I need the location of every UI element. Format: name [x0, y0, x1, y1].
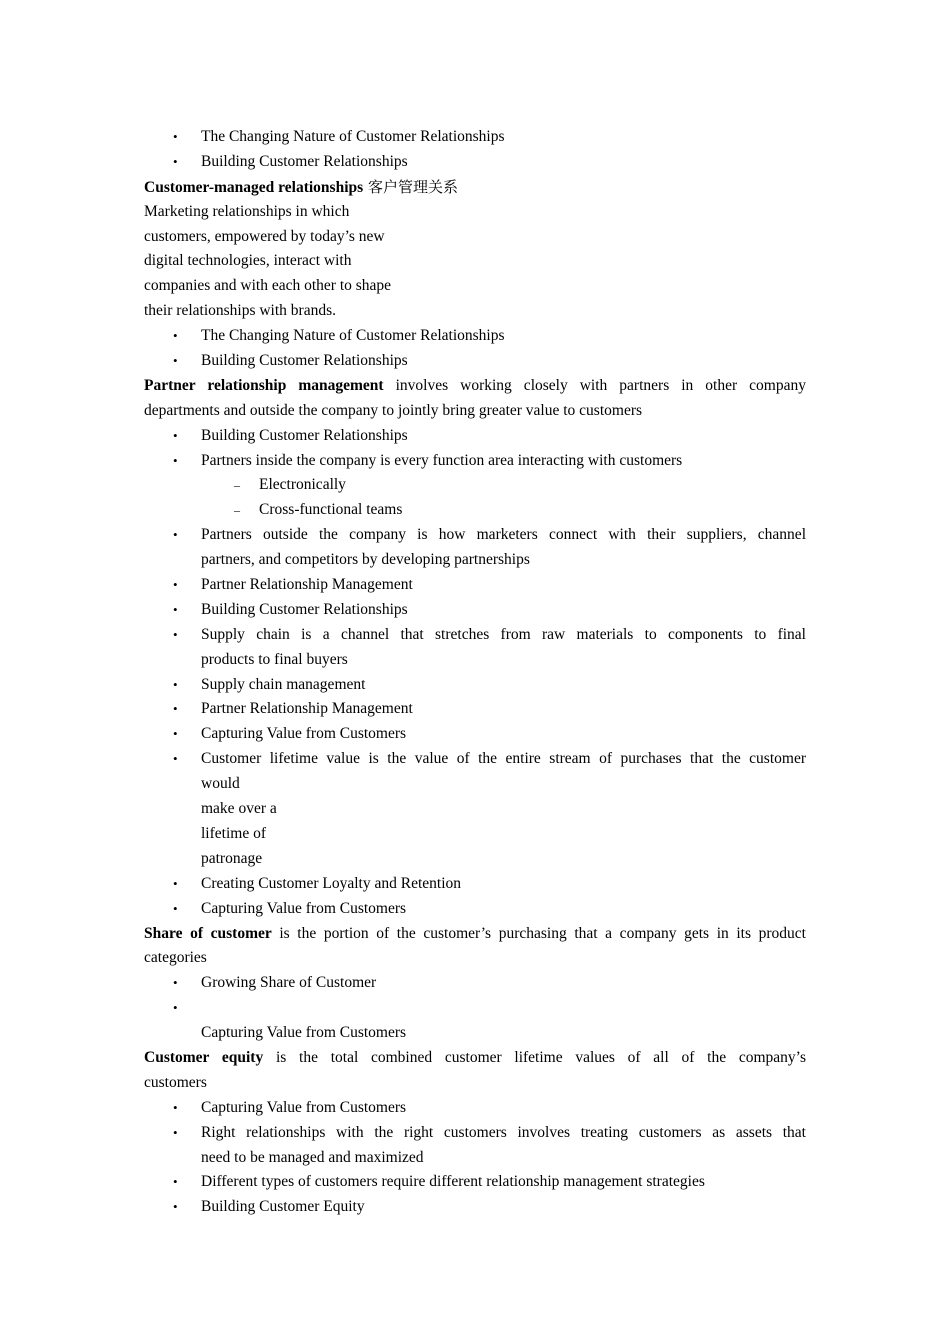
- bullet-item: • Supply chain management: [144, 673, 806, 698]
- bullet-item: • Customer lifetime value is the value of the entire stream of purchases that the customer: [144, 747, 806, 772]
- document-page: [144, 125, 806, 1220]
- bullet-item: • Capturing Value from Customers: [144, 1096, 806, 1121]
- term: Customer-managed relationships: [144, 178, 364, 196]
- bullet-item: • The Changing Nature of Customer Relationships: [144, 324, 806, 349]
- definition-line: their relationships with brands.: [144, 302, 336, 320]
- bullet-continuation: make over a: [201, 800, 277, 818]
- bullet-item: • Capturing Value from Customers: [144, 897, 806, 922]
- definition-customer-equity: [144, 1046, 806, 1071]
- bullet-item: • Building Customer Relationships: [144, 424, 806, 449]
- bullet-item: • Different types of customers require different relationship management strategies: [144, 1170, 806, 1195]
- bullet-item: • Right relationships with the right customers involves treating customers as assets that: [144, 1121, 806, 1146]
- definition-line: categories: [144, 949, 207, 967]
- bullet-continuation: partners, and competitors by developing partnerships: [201, 551, 530, 569]
- bullet-item: • Partners inside the company is every function area interacting with customers: [144, 449, 806, 474]
- bullet-item: • The Changing Nature of Customer Relationships: [144, 125, 806, 150]
- term: Customer equity: [144, 1048, 264, 1066]
- bullet-item: • Growing Share of Customer: [144, 971, 806, 996]
- bullet-continuation: lifetime of: [201, 824, 266, 842]
- bullet-item: • Partner Relationship Management: [144, 697, 806, 722]
- bullet-continuation: Capturing Value from Customers: [201, 1024, 407, 1042]
- bullet-item: • Building Customer Equity: [144, 1195, 806, 1220]
- bullet-item: • Supply chain is a channel that stretches from raw materials to components to final: [144, 623, 806, 648]
- bullet-continuation: patronage: [201, 849, 263, 867]
- bullet-item: • Partner Relationship Management: [144, 573, 806, 598]
- definition-partner-relationship-management: [144, 374, 806, 399]
- bullet-item: • Partners outside the company is how marketers connect with their suppliers, channel: [144, 523, 806, 548]
- definition-line: digital technologies, interact with: [144, 252, 352, 270]
- term: Share of customer: [144, 924, 272, 942]
- bullet-item: • Building Customer Relationships: [144, 349, 806, 374]
- sub-bullet-item: – Electronically: [144, 473, 806, 498]
- definition-line: Marketing relationships in which: [144, 202, 350, 220]
- definition-share-of-customer: [144, 922, 806, 947]
- chinese-translation: 客户管理关系: [363, 177, 458, 196]
- bullet-item: • Building Customer Relationships: [144, 598, 806, 623]
- bullet-item: • Creating Customer Loyalty and Retention: [144, 872, 806, 897]
- definition-text: is the total combined customer lifetime values of all of the company’s: [263, 1048, 806, 1066]
- bullet-continuation: products to final buyers: [201, 650, 348, 668]
- definition-line: customers, empowered by today’s new: [144, 227, 385, 245]
- bullet-continuation: need to be managed and maximized: [201, 1148, 424, 1166]
- bullet-item: • Building Customer Relationships: [144, 150, 806, 175]
- bullet-item: • Capturing Value from Customers: [144, 722, 806, 747]
- definition-text: is the portion of the customer’s purchasing that a company gets in its product: [271, 924, 806, 942]
- definition-line: companies and with each other to shape: [144, 277, 392, 295]
- bullet-continuation: would: [201, 775, 240, 793]
- definition-customer-managed-relationships: [144, 175, 806, 200]
- definition-text: involves working closely with partners in other company: [383, 376, 806, 394]
- definition-line: customers: [144, 1073, 207, 1091]
- definition-line: departments and outside the company to jointly bring greater value to customers: [144, 401, 643, 419]
- empty-bullet-item: [144, 996, 806, 1021]
- sub-bullet-item: – Cross-functional teams: [144, 498, 806, 523]
- term: Partner relationship management: [144, 376, 384, 394]
